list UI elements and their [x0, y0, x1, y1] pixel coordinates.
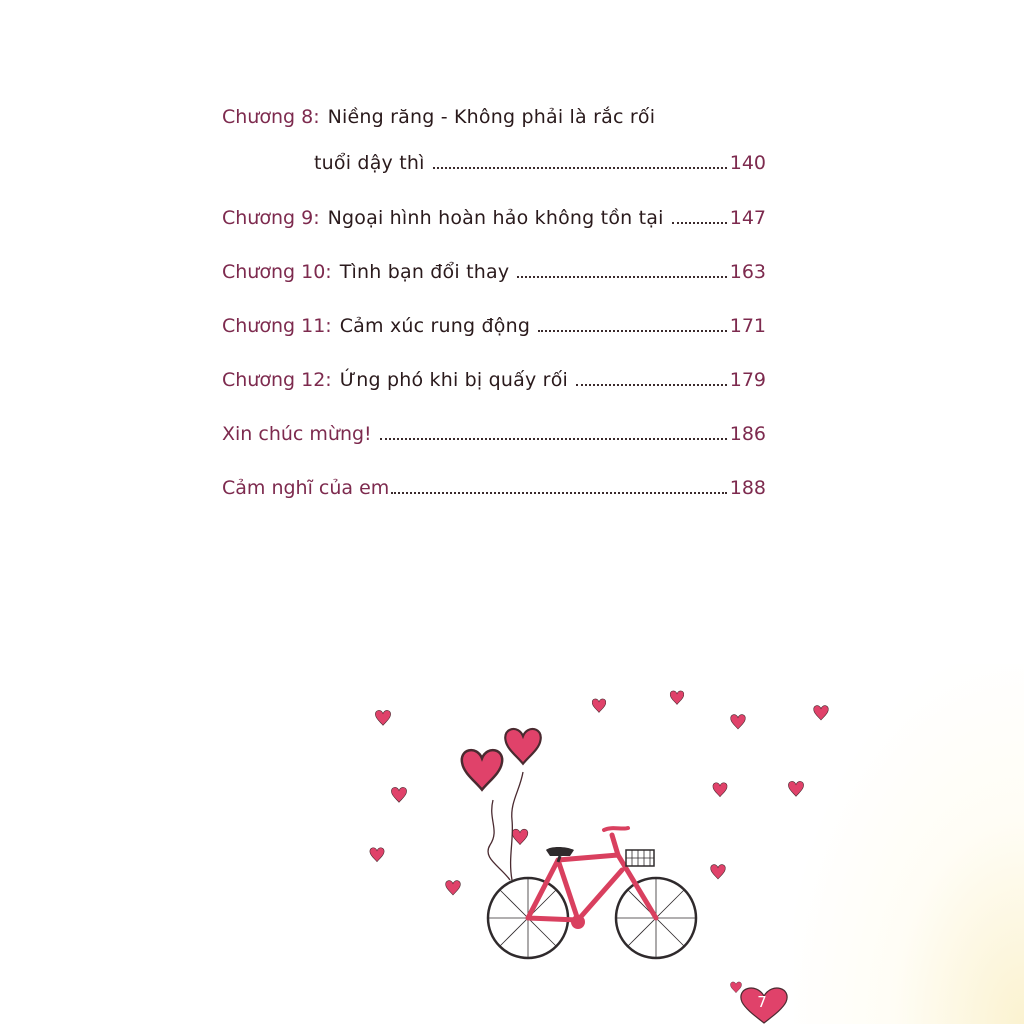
page-number: 7 [757, 993, 767, 1011]
toc-title: Cảm xúc rung động [339, 315, 531, 337]
toc-entry-chapter-9 [222, 198, 766, 230]
toc-leader-dots [391, 492, 726, 494]
toc-section-label: Xin chúc mừng! [222, 423, 372, 445]
toc-leader-dots [538, 330, 727, 332]
toc-title-line1: Niềng răng - Không phải là rắc rối [327, 106, 656, 128]
toc-leader-dots [380, 438, 727, 440]
toc-chapter-label: Chương 11: [222, 315, 332, 337]
toc-entry-chapter-11 [222, 306, 766, 338]
toc-page-number: 163 [729, 261, 766, 283]
toc-entry-congratulations [222, 414, 766, 446]
toc-title-line2: tuổi dậy thì [314, 152, 425, 174]
bicycle-with-heart-balloons-icon [360, 670, 840, 970]
toc-page-number: 140 [729, 152, 766, 174]
toc-entry-chapter-8 [222, 97, 655, 129]
toc-entry-chapter-10 [222, 252, 766, 284]
toc-title: Tình bạn đổi thay [339, 261, 510, 283]
toc-title: Ứng phó khi bị quấy rối [339, 369, 568, 391]
toc-chapter-label: Chương 12: [222, 369, 332, 391]
toc-page-number: 179 [729, 369, 766, 391]
toc-leader-dots [672, 222, 727, 224]
toc-leader-dots [576, 384, 727, 386]
toc-chapter-label: Chương 10: [222, 261, 332, 283]
toc-page-number: 186 [729, 423, 766, 445]
toc-page-number: 188 [729, 477, 766, 499]
toc-page-number: 171 [729, 315, 766, 337]
toc-leader-dots [433, 167, 727, 169]
toc-entry-chapter-8-line2 [314, 143, 766, 175]
toc-entry-reflections [222, 468, 766, 500]
toc-title: Ngoại hình hoàn hảo không tồn tại [327, 207, 664, 229]
toc-leader-dots [517, 276, 726, 278]
toc-chapter-label: Chương 8: [222, 106, 320, 128]
toc-chapter-label: Chương 9: [222, 207, 320, 229]
toc-page-number: 147 [729, 207, 766, 229]
toc-section-label: Cảm nghĩ của em [222, 477, 390, 499]
toc-entry-chapter-12 [222, 360, 766, 392]
